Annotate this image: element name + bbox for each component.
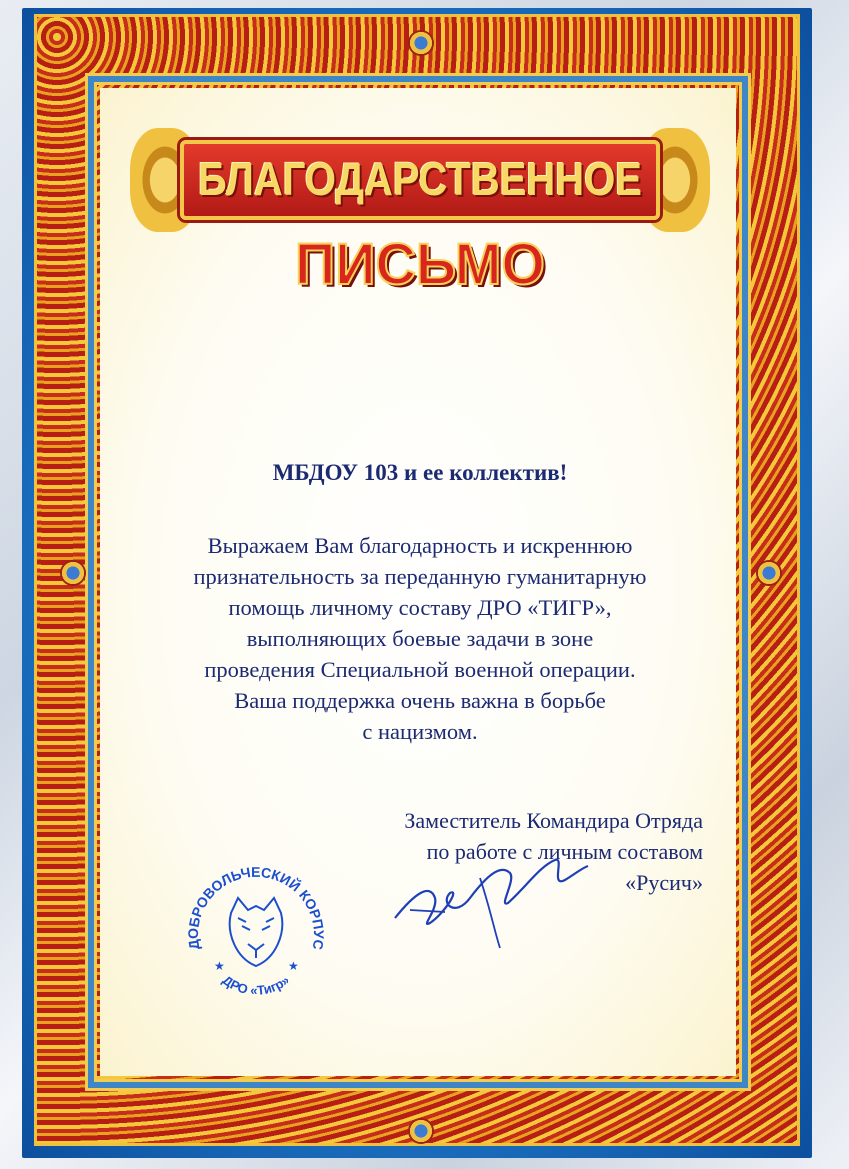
medallion-right-icon: [756, 560, 782, 586]
page-subtitle: ПИСЬМО: [294, 229, 545, 297]
addressee: МБДОУ 103 и ее коллектив!: [272, 460, 568, 485]
organization-stamp: [176, 858, 336, 1018]
medallion-top-icon: [408, 30, 434, 56]
medallion-bottom-icon: [408, 1118, 434, 1144]
tiger-head-icon: [230, 898, 283, 966]
handwritten-signature: [390, 848, 590, 958]
letter-body: [120, 530, 720, 747]
signer-title-line: Заместитель Командира Отряда: [404, 808, 703, 833]
body-line: признательность за переданную гуманитарную: [193, 564, 647, 589]
star-icon: ★: [288, 959, 299, 973]
signer-title-line: «Русич»: [625, 870, 703, 895]
medallion-left-icon: [60, 560, 86, 586]
body-line: Выражаем Вам благодарность и искреннюю: [207, 533, 633, 558]
body-line: выполняющих боевые задачи в зоне: [246, 626, 594, 651]
page-title: БЛАГОДАРСТВЕННОЕ: [198, 154, 642, 205]
stamp-arc-text: ДОБРОВОЛЬЧЕСКИЙ КОРПУС: [184, 863, 328, 951]
body-line: помощь личному составу ДРО «ТИГР»,: [228, 595, 612, 620]
body-line: с нацизмом.: [362, 719, 478, 744]
stamp-bottom-text: ДРО «Тигр»: [219, 972, 293, 998]
body-line: Ваша поддержка очень важна в борьбе: [234, 688, 606, 713]
signer-title-line: по работе с личным составом: [426, 839, 703, 864]
body-line: проведения Специальной военной операции.: [204, 657, 636, 682]
star-icon: ★: [214, 959, 225, 973]
